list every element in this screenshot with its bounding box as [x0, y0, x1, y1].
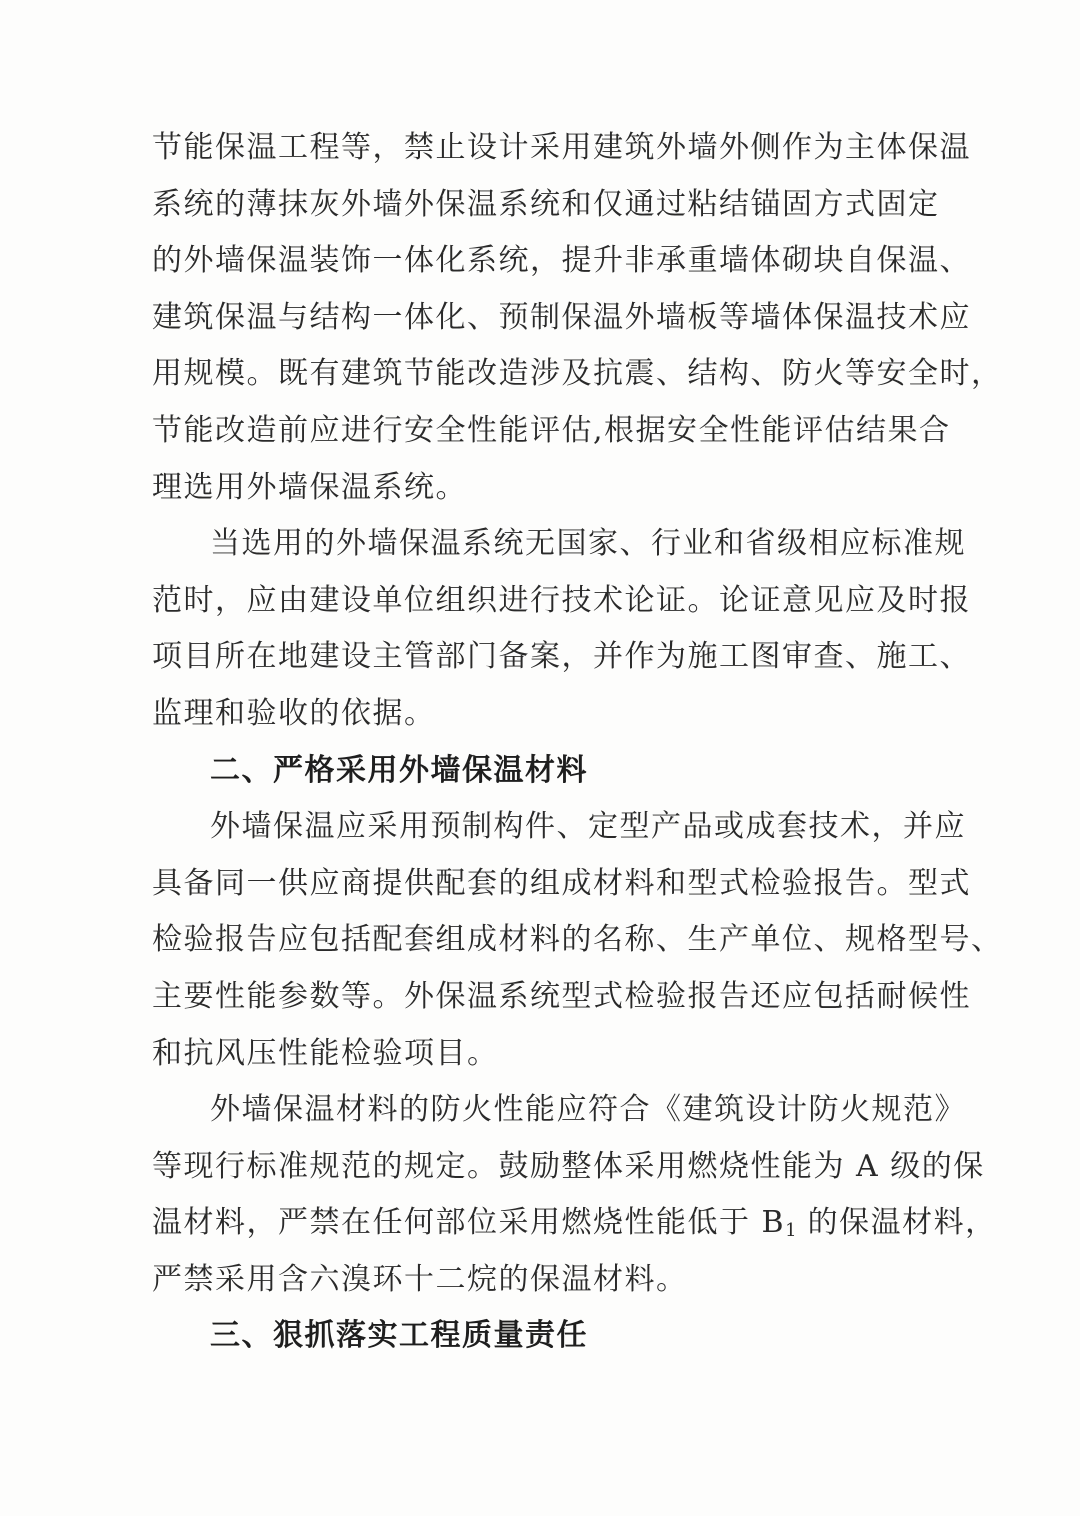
paragraph-line: 的外墙保温装饰一体化系统，提升非承重墙体砌块自保温、	[152, 243, 971, 279]
subscript: 1	[785, 1220, 797, 1242]
paragraph-line: 用规模。既有建筑节能改造涉及抗震、结构、防火等安全时，	[152, 356, 1003, 392]
paragraph-line: 建筑保温与结构一体化、预制保温外墙板等墙体保温技术应	[152, 299, 971, 335]
paragraph-line: 外墙保温应采用预制构件、定型产品或成套技术，并应	[210, 809, 966, 845]
paragraph-line: 节能改造前应进行安全性能评估,根据安全性能评估结果合	[152, 412, 951, 448]
paragraph-line: 节能保温工程等，禁止设计采用建筑外墙外侧作为主体保温	[152, 130, 971, 165]
paragraph-line: 项目所在地建设主管部门备案，并作为施工图审查、施工、	[152, 639, 971, 675]
paragraph-line: 系统的薄抹灰外墙外保温系统和仅通过粘结锚固方式固定	[152, 186, 940, 222]
paragraph-line-with-subscript	[152, 1195, 997, 1252]
document-body	[152, 120, 1003, 1365]
paragraph-line: 和抗风压性能检验项目。	[152, 1035, 499, 1071]
paragraph-line: 主要性能参数等。外保温系统型式检验报告还应包括耐候性	[152, 978, 971, 1014]
paragraph-line: 监理和验收的依据。	[152, 695, 436, 731]
paragraph-line: 理选用外墙保温系统。	[152, 469, 467, 505]
paragraph-line: 严禁采用含六溴环十二烷的保温材料。	[152, 1261, 688, 1297]
paragraph-line: 外墙保温材料的防火性能应符合《建筑设计防火规范》	[210, 1092, 966, 1128]
section-heading: 二、严格采用外墙保温材料	[210, 752, 588, 788]
section-heading: 三、狠抓落实工程质量责任	[210, 1318, 588, 1354]
text-segment: 温材料，严禁在任何部位采用燃烧性能低于 B	[152, 1205, 786, 1241]
paragraph-line: 等现行标准规范的规定。鼓励整体采用燃烧性能为 A 级的保	[152, 1148, 985, 1184]
text-segment: 的保温材料，	[796, 1205, 997, 1241]
paragraph-line: 范时，应由建设单位组织进行技术论证。论证意见应及时报	[152, 582, 971, 618]
paragraph-line: 检验报告应包括配套组成材料的名称、生产单位、规格型号、	[152, 922, 1003, 958]
paragraph-line: 当选用的外墙保温系统无国家、行业和省级相应标准规	[210, 526, 966, 562]
paragraph-line: 具备同一供应商提供配套的组成材料和型式检验报告。型式	[152, 865, 971, 901]
